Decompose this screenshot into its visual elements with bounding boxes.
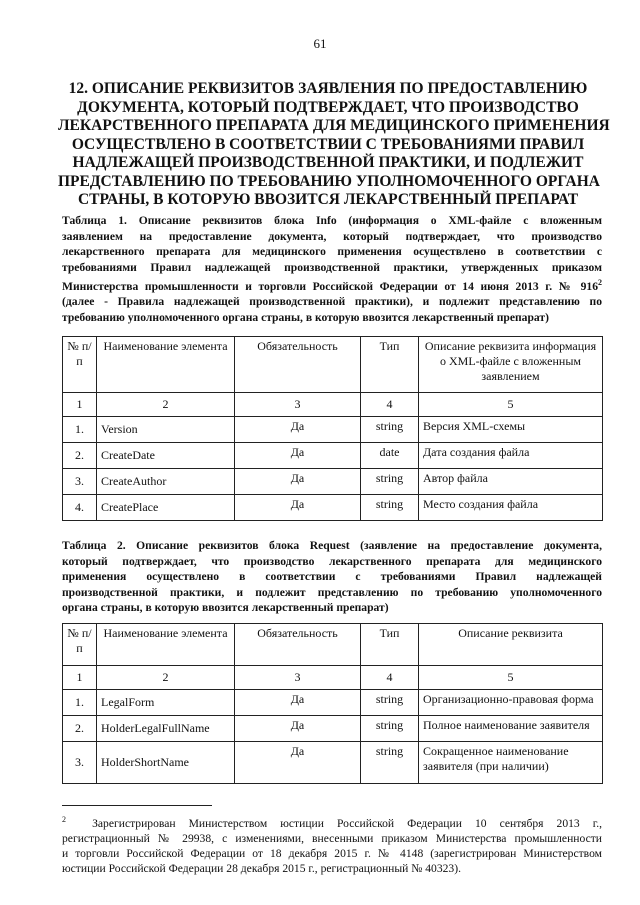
description-value: Сокращенное наименование заявителя (при наличии)	[419, 742, 603, 784]
header-cell: Наименование элемента	[97, 337, 235, 393]
caption-line	[62, 275, 602, 294]
table2	[62, 623, 603, 784]
header-cell: Обязательность	[235, 337, 361, 393]
type-value: string	[361, 469, 419, 495]
description-value: Дата создания файла	[419, 443, 603, 469]
column-number: 5	[419, 393, 603, 417]
page-number: 61	[313, 36, 327, 51]
caption-line: который подтверждает, что производство лекарственного препарата для медицинского	[62, 554, 602, 568]
caption-line: применения осуществлено в соответствии с требованиями Правил надлежащей	[62, 570, 602, 583]
table-row	[63, 742, 603, 784]
required-value: Да	[235, 495, 361, 521]
required-value: Да	[235, 469, 361, 495]
footnote-line: регистрационный № 29938, с изменениями, внесенными приказом Министерства промышленности	[62, 831, 602, 845]
header-cell: Наименование элемента	[97, 624, 235, 666]
caption-line-text: Министерства промышленности и торговли Российской Федерации от 14 июня 2013 г. № 916	[62, 279, 598, 293]
footnote-mark: 2	[598, 278, 602, 287]
element-name: HolderLegalFullName	[97, 716, 235, 742]
column-number: 5	[419, 666, 603, 690]
table-row	[63, 443, 603, 469]
column-number-row	[63, 666, 603, 690]
element-name: CreateAuthor	[97, 469, 235, 495]
heading-line: ДОКУМЕНТА, КОТОРЫЙ ПОДТВЕРЖДАЕТ, ЧТО ПРОИЗВОДСТВО	[77, 98, 579, 116]
description-value: Версия XML-схемы	[419, 417, 603, 443]
type-value: string	[361, 742, 419, 784]
description-value: Организационно-правовая форма	[419, 690, 603, 716]
heading-line: 12. ОПИСАНИЕ РЕКВИЗИТОВ ЗАЯВЛЕНИЯ ПО ПРЕДОСТАВЛЕНИЮ	[68, 80, 588, 97]
type-value: string	[361, 495, 419, 521]
table2-caption	[62, 538, 602, 616]
caption-line: органа страны, в которую ввозится лекарственный препарат)	[62, 601, 389, 614]
heading-line: СТРАНЫ, В КОТОРУЮ ВВОЗИТСЯ ЛЕКАРСТВЕННЫЙ ПРЕПАРАТ	[77, 191, 579, 208]
required-value: Да	[235, 443, 361, 469]
row-number: 3.	[63, 742, 97, 784]
column-number-row	[63, 393, 603, 417]
table-row	[63, 469, 603, 495]
header-cell: Обязательность	[235, 624, 361, 666]
description-value: Полное наименование заявителя	[419, 716, 603, 742]
caption-line: (далее - Правила надлежащей производственной практики), и подлежит представлению по	[62, 295, 602, 309]
caption-line: требованию уполномоченного органа страны, в которую ввозится лекарственный препарат)	[62, 310, 549, 324]
heading-line: ЛЕКАРСТВЕННОГО ПРЕПАРАТА ДЛЯ МЕДИЦИНСКОГО ПРИМЕНЕНИЯ	[58, 117, 610, 134]
row-number: 1.	[63, 690, 97, 716]
type-value: string	[361, 417, 419, 443]
row-number: 2.	[63, 716, 97, 742]
heading-line: НАДЛЕЖАЩЕЙ ПРОИЗВОДСТВЕННОЙ ПРАКТИКИ, И ПОДЛЕЖИТ	[72, 154, 584, 171]
column-number: 4	[361, 666, 419, 690]
footnote-line-text: Зарегистрирован Министерством юстиции Российской Федерации 10 сентября 2013 г.,	[92, 816, 603, 830]
required-value: Да	[235, 690, 361, 716]
footnote-divider	[62, 805, 212, 806]
column-number: 2	[97, 666, 235, 690]
caption-line: Таблица 2. Описание реквизитов блока Request (заявление на предоставление документа,	[62, 539, 602, 552]
column-number: 2	[97, 393, 235, 417]
footnote-line	[62, 812, 602, 831]
table-header-row	[63, 337, 603, 393]
table-row	[63, 495, 603, 521]
required-value: Да	[235, 417, 361, 443]
type-value: string	[361, 716, 419, 742]
header-cell: № п/п	[63, 624, 97, 666]
column-number: 3	[235, 666, 361, 690]
heading-line: ПРЕДСТАВЛЕНИЮ ПО ТРЕБОВАНИЮ УПОЛНОМОЧЕННОГО ОРГАНА	[58, 172, 600, 190]
caption-line: лекарственного препарата для медицинского применения осуществлено в соответствии с	[62, 245, 602, 258]
table-row	[63, 417, 603, 443]
caption-line: заявлением на предоставление документа, который подтверждает, что производство	[62, 229, 602, 243]
table1	[62, 336, 603, 521]
element-name: CreatePlace	[97, 495, 235, 521]
description-value: Место создания файла	[419, 495, 603, 521]
element-name: Version	[97, 417, 235, 443]
header-cell: Описание реквизита	[419, 624, 603, 666]
table1-caption	[62, 213, 602, 325]
header-cell: Тип	[361, 624, 419, 666]
header-cell: № п/п	[63, 337, 97, 393]
element-name: CreateDate	[97, 443, 235, 469]
header-cell: Тип	[361, 337, 419, 393]
table-header-row	[63, 624, 603, 666]
footnote	[62, 812, 602, 876]
description-value: Автор файла	[419, 469, 603, 495]
caption-line: требованиями Правил надлежащей производственной практики, утвержденных приказом	[62, 260, 602, 274]
section-heading	[58, 80, 610, 210]
column-number: 1	[63, 666, 97, 690]
column-number: 1	[63, 393, 97, 417]
column-number: 3	[235, 393, 361, 417]
table-row	[63, 716, 603, 742]
header-cell: Описание реквизита информация о XML-файле с вложенным заявлением	[419, 337, 603, 393]
footnote-line: и торговли Российской Федерации от 18 декабря 2015 г. № 4148 (зарегистрирован Министерством	[62, 846, 602, 860]
element-name: HolderShortName	[97, 742, 235, 784]
row-number: 4.	[63, 495, 97, 521]
table-row	[63, 690, 603, 716]
caption-line: Таблица 1. Описание реквизитов блока Info (информация о XML-файле с вложенным	[62, 214, 602, 227]
footnote-mark: 2	[62, 815, 66, 824]
required-value: Да	[235, 716, 361, 742]
heading-line: ОСУЩЕСТВЛЕНО В СООТВЕТСТВИИ С ТРЕБОВАНИЯМИ ПРАВИЛ	[71, 135, 585, 153]
type-value: string	[361, 690, 419, 716]
row-number: 2.	[63, 443, 97, 469]
column-number: 4	[361, 393, 419, 417]
row-number: 3.	[63, 469, 97, 495]
required-value: Да	[235, 742, 361, 784]
element-name: LegalForm	[97, 690, 235, 716]
caption-line: производственной практики, и подлежит представлению по требованию уполномоченного	[62, 585, 602, 599]
footnote-line: юстиции Российской Федерации 28 декабря 2015 г., регистрационный № 40323).	[62, 861, 461, 875]
row-number: 1.	[63, 417, 97, 443]
type-value: date	[361, 443, 419, 469]
